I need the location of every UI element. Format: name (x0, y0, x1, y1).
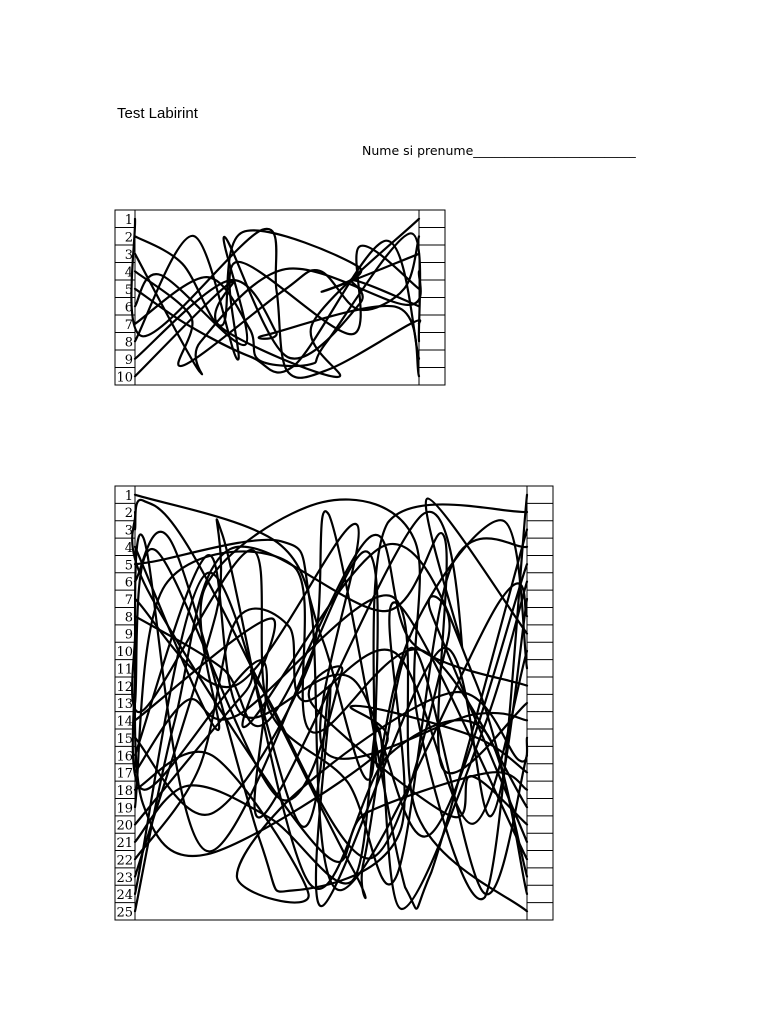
large-answer-cell[interactable] (528, 695, 552, 710)
large-answer-cell[interactable] (528, 643, 552, 658)
small-start-label: 5 (124, 283, 133, 298)
large-start-label: 24 (116, 888, 133, 904)
large-start-label: 1 (124, 488, 133, 504)
large-answer-cell[interactable] (528, 678, 552, 693)
large-start-label: 10 (116, 645, 133, 661)
large-answer-cell[interactable] (528, 713, 552, 728)
large-start-label: 25 (116, 905, 133, 921)
small-start-label: 9 (124, 353, 133, 368)
large-start-label: 18 (116, 783, 133, 799)
large-start-label: 12 (116, 679, 133, 695)
name-field-line[interactable]: Nume si prenume__________________________ (362, 143, 636, 158)
large-start-label: 13 (116, 697, 133, 713)
large-start-label: 23 (116, 870, 133, 886)
large-start-label: 17 (116, 766, 133, 782)
large-start-label: 7 (124, 593, 133, 609)
large-start-label: 4 (124, 540, 133, 556)
large-start-label: 19 (116, 801, 133, 817)
large-answer-cell[interactable] (528, 591, 552, 606)
large-answer-cell[interactable] (528, 782, 552, 797)
large-start-label: 6 (124, 575, 133, 591)
large-answer-cell[interactable] (528, 817, 552, 832)
large-answer-cell[interactable] (528, 765, 552, 780)
large-answer-cell[interactable] (528, 574, 552, 589)
small-start-label: 1 (124, 213, 133, 228)
small-start-label: 8 (124, 335, 133, 351)
large-maze-path (135, 596, 527, 858)
large-start-label: 14 (116, 714, 133, 730)
large-answer-cell[interactable] (528, 886, 552, 901)
large-start-label: 5 (124, 558, 133, 574)
large-answer-cell[interactable] (528, 730, 552, 745)
large-answer-cell[interactable] (528, 747, 552, 762)
large-answer-cell[interactable] (528, 852, 552, 867)
large-answer-cell[interactable] (528, 799, 552, 814)
large-answer-cell[interactable] (528, 539, 552, 554)
large-start-label: 9 (124, 627, 133, 643)
large-start-label: 8 (124, 610, 133, 626)
large-start-label: 15 (116, 731, 133, 747)
large-start-label: 16 (116, 749, 133, 765)
small-start-label: 10 (116, 370, 133, 386)
small-start-label: 2 (124, 230, 133, 246)
large-answer-cell[interactable] (528, 661, 552, 676)
small-start-label: 4 (124, 265, 133, 281)
large-answer-cell[interactable] (528, 609, 552, 624)
large-answer-cell[interactable] (528, 834, 552, 849)
large-answer-cell[interactable] (528, 504, 552, 519)
large-start-label: 22 (116, 853, 133, 869)
page-title: Test Labirint (117, 105, 198, 122)
large-answer-cell[interactable] (528, 626, 552, 641)
large-answer-cell[interactable] (528, 904, 552, 919)
small-start-label: 7 (124, 318, 133, 333)
large-start-label: 3 (124, 523, 133, 539)
large-answer-cell[interactable] (528, 522, 552, 537)
large-answer-cell[interactable] (528, 869, 552, 884)
large-start-label: 11 (116, 662, 133, 678)
large-answer-cell[interactable] (528, 556, 552, 571)
large-answer-cell[interactable] (528, 487, 552, 502)
large-start-label: 20 (116, 818, 133, 834)
large-start-label: 2 (124, 506, 133, 522)
large-start-label: 21 (116, 836, 133, 852)
small-start-label: 3 (124, 248, 133, 263)
small-start-label: 6 (124, 300, 133, 316)
